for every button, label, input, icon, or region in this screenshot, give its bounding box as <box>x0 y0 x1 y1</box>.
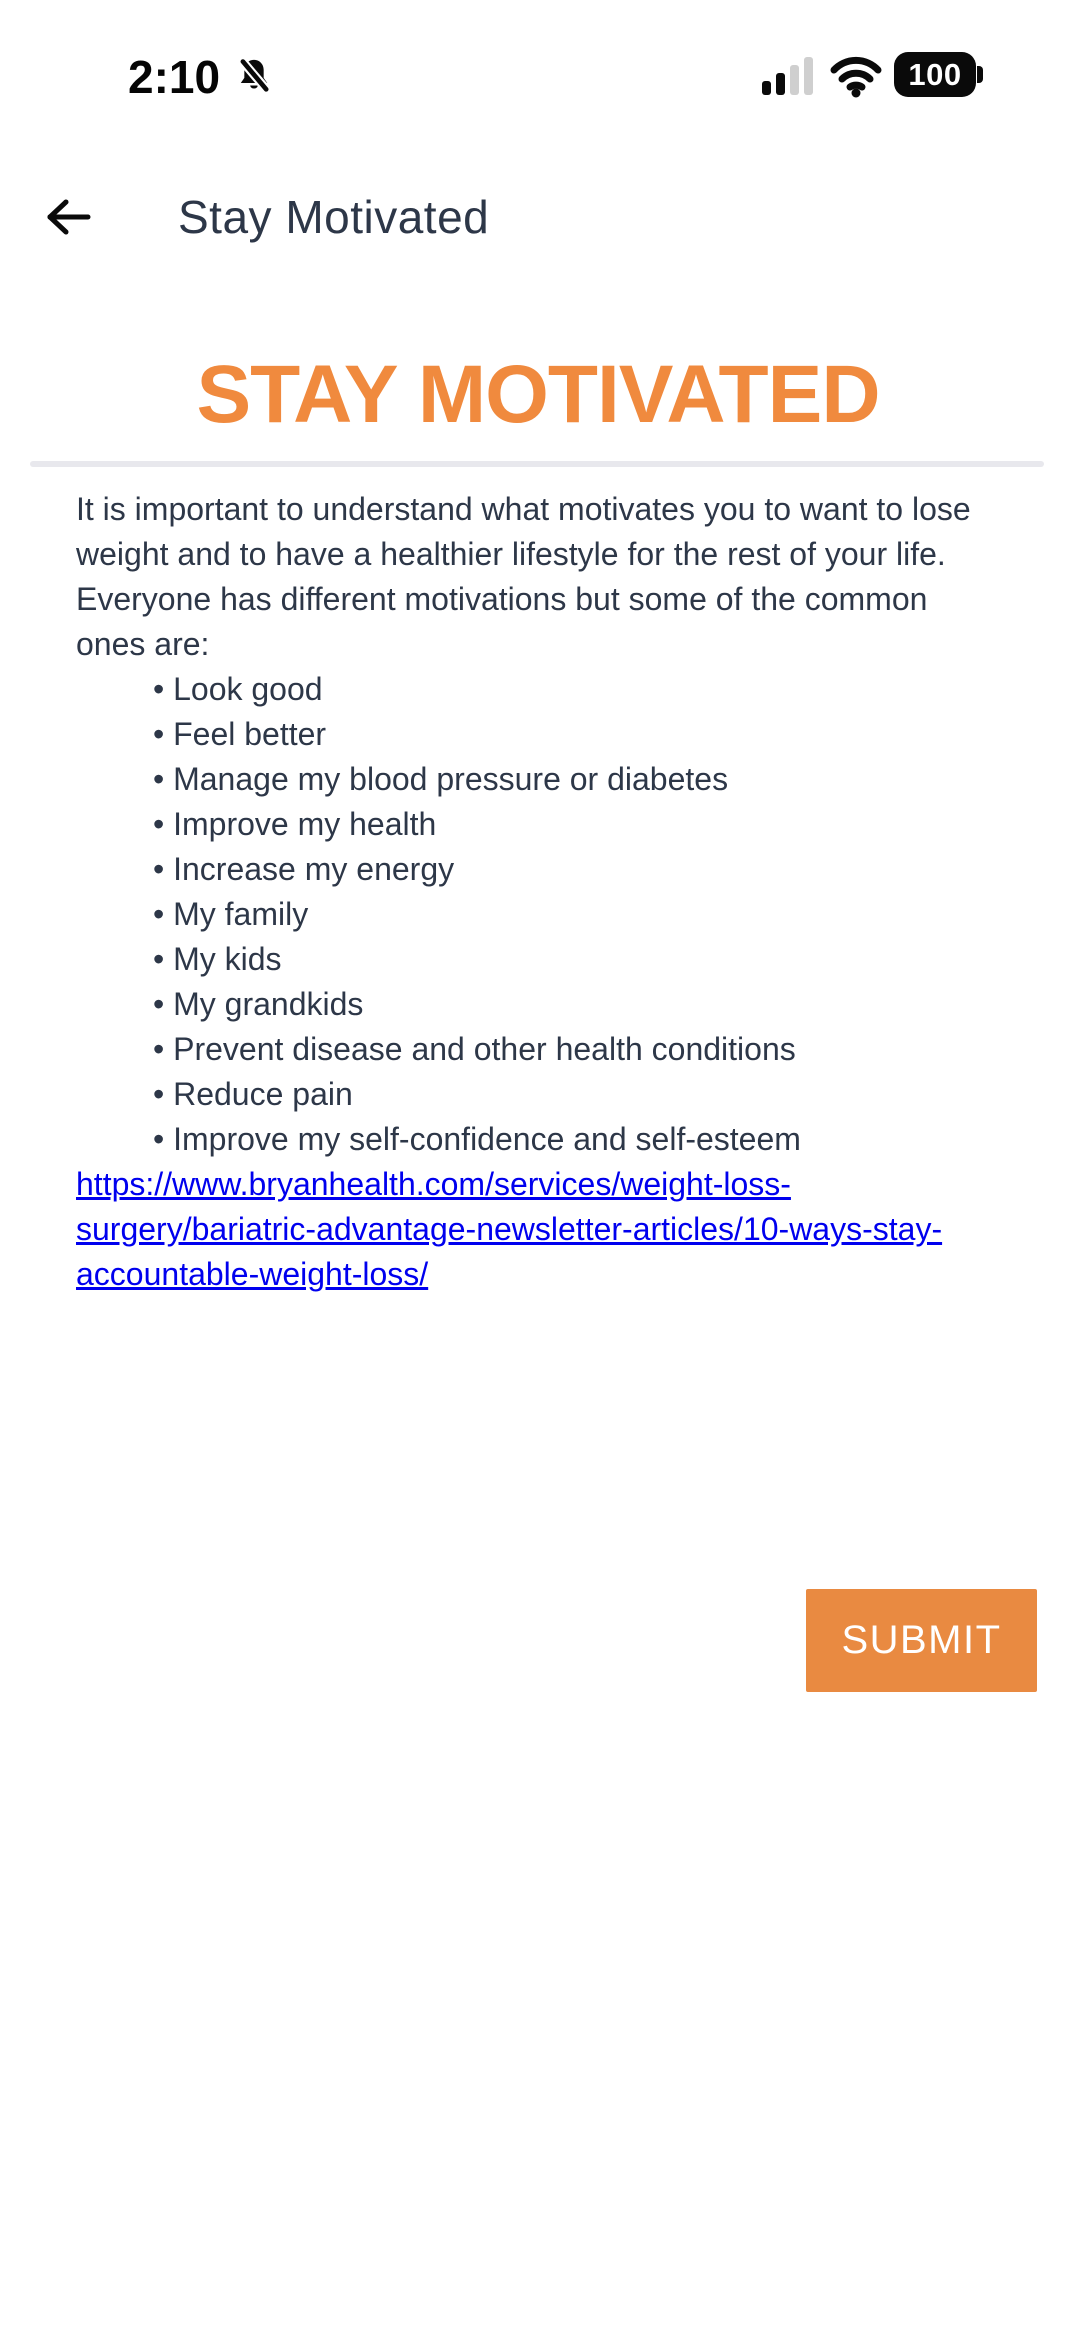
intro-paragraph-2: Everyone has different motivations but some of the common ones are: <box>76 581 928 662</box>
wifi-icon <box>830 54 882 103</box>
cellular-signal-icon <box>760 55 816 104</box>
list-item: • Look good <box>153 667 990 712</box>
list-item: • My grandkids <box>153 982 990 1027</box>
divider <box>30 461 1044 467</box>
list-item: • Manage my blood pressure or diabetes <box>153 757 990 802</box>
battery-level: 100 <box>908 56 962 92</box>
status-bar-time: 2:10 <box>128 51 221 103</box>
arrow-left-icon <box>42 227 94 242</box>
motivations-list <box>76 667 990 1162</box>
submit-button[interactable] <box>806 1589 1037 1692</box>
list-item: • Increase my energy <box>153 847 990 892</box>
list-item: • Improve my self-confidence and self-esteem <box>153 1117 990 1162</box>
list-item: • Reduce pain <box>153 1072 990 1117</box>
intro-paragraph-1: It is important to understand what motivates you to want to lose weight and to have a healthier lifestyle for the rest of your life. <box>76 491 971 572</box>
list-item: • Feel better <box>153 712 990 757</box>
content-heading: STAY MOTIVATED <box>196 349 880 440</box>
list-item: • My family <box>153 892 990 937</box>
bell-slash-icon <box>234 56 274 101</box>
content-body <box>76 487 990 1297</box>
page-title: Stay Motivated <box>178 191 490 243</box>
list-item: • My kids <box>153 937 990 982</box>
submit-button-label: SUBMIT <box>841 1618 1002 1662</box>
resource-link[interactable]: https://www.bryanhealth.com/services/weight-loss-surgery/bariatric-advantage-newsletter-articles/10-ways-stay-accountable-weight-loss/ <box>76 1166 943 1292</box>
battery-icon <box>894 52 976 97</box>
list-item: • Prevent disease and other health conditions <box>153 1027 990 1072</box>
list-item: • Improve my health <box>153 802 990 847</box>
back-button[interactable] <box>40 192 96 244</box>
